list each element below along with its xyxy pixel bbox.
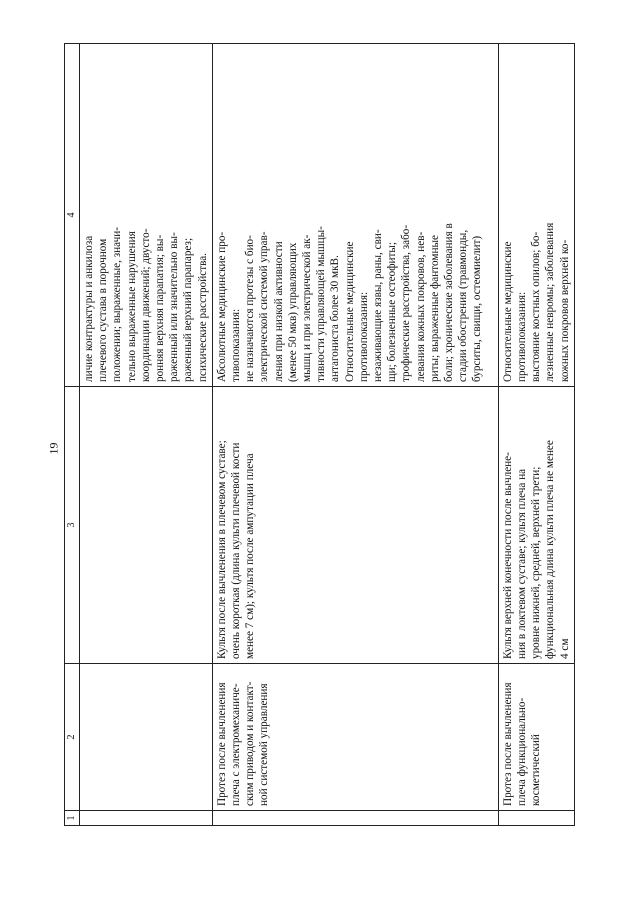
page-number: 19 bbox=[46, 442, 61, 455]
row2-col1 bbox=[212, 811, 498, 826]
row2-col3: Культя после вычленения в плечевом суставе; очень короткая (длина культи плечевой кости менее 7 см); культя после ампутации плеча bbox=[212, 387, 498, 664]
row1-col4: личие контрактуры и анкилоза плечевого сустава в порочном положении; выраженные, значи- тельно выраженные нарушения координации движений; двусто- ронняя верхняя парапатия; вы- раженный или значительно вы- раженный верхний парапарез; психические расстройства. bbox=[80, 44, 213, 387]
prosthesis-table bbox=[64, 43, 575, 826]
row1-col1 bbox=[80, 811, 213, 826]
table-row bbox=[212, 44, 498, 826]
rotated-page-content bbox=[64, 64, 574, 826]
header-col-2: 2 bbox=[65, 664, 80, 811]
table-header-row bbox=[65, 44, 80, 826]
row3-col1 bbox=[498, 811, 574, 826]
row1-col3 bbox=[80, 387, 213, 664]
header-col-1: 1 bbox=[65, 811, 80, 826]
row2-col2: Протез после вычленения плеча с электромеханиче- ским приводом и контакт- ной системой управления bbox=[212, 664, 498, 811]
header-col-3: 3 bbox=[65, 387, 80, 664]
table-row bbox=[498, 44, 574, 826]
table-row bbox=[80, 44, 213, 826]
row3-col3: Культя верхней конечности после вычлене- ния в локтевом суставе; культя плеча на уровне нижней, средней, верхней трети; функциональная длина культи плеча не менее 4 см bbox=[498, 387, 574, 664]
row1-col2 bbox=[80, 664, 213, 811]
header-col-4: 4 bbox=[65, 44, 80, 387]
row2-col4: Абсолютные медицинские про- тивопоказания: не назначаются протезы с био- электрической системой управ- ления при низкой активности (менее 50 мкв) управляющих мышц и при электрической ак- тивности управляющей мышцы- антагониста более 30 мкВ. Относительные медицинские противопоказания: незаживающие язвы, раны, сви- щи; болезненные остеофиты; трофические расстройства, забо- левания кожных покровов, нев- риты; выраженные фантомные боли; хронические заболевания в стадии обострения (травмонды, бурситы, свищи, остеомиелит) bbox=[212, 44, 498, 387]
row3-col4: Относительные медицинские противопоказания: выстояние костных опилов; бо- лезненные невромы; заболевания кожных покровов верхней ко- bbox=[498, 44, 574, 387]
row3-col2: Протез после вычленения плеча функционально- косметический bbox=[498, 664, 574, 811]
